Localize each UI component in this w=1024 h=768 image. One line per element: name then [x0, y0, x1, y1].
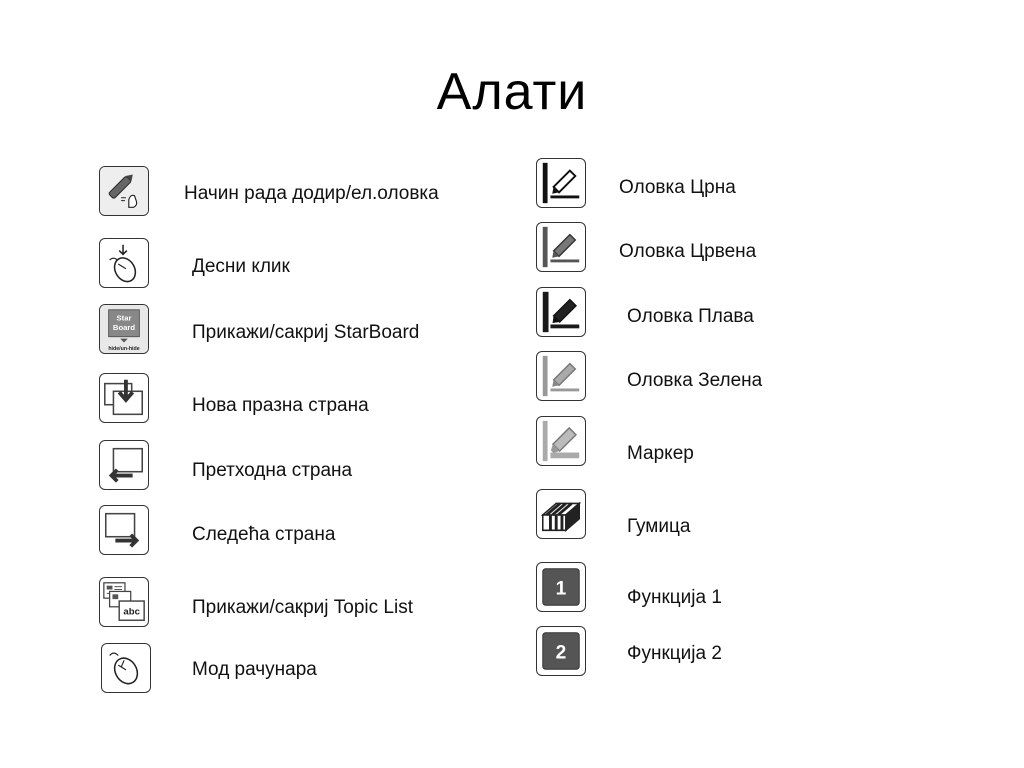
pen-green-icon[interactable] [536, 351, 586, 401]
tool-label-new-page: Нова празна страна [192, 395, 369, 416]
pen-red-icon[interactable] [536, 222, 586, 272]
tool-label-function-2: Функција 2 [627, 643, 722, 664]
tool-label-pen-green: Оловка Зелена [627, 370, 763, 391]
pen-blue-icon[interactable] [536, 287, 586, 337]
tool-label-pen-black: Оловка Црна [619, 177, 736, 198]
tool-label-function-1: Функција 1 [627, 587, 722, 608]
starboard-toggle-icon[interactable] [99, 304, 149, 354]
marker-icon[interactable] [536, 416, 586, 466]
topic-list-icon[interactable] [99, 577, 149, 627]
tool-label-computer-mode: Мод рачунара [192, 659, 317, 680]
tool-label-pen-red: Оловка Црвена [619, 241, 757, 262]
function-2-icon[interactable] [536, 626, 586, 676]
new-page-icon[interactable] [99, 373, 149, 423]
function-2-icon-text: 2 [555, 642, 567, 664]
right-click-icon[interactable] [99, 238, 149, 288]
slide-title: Алати [436, 63, 588, 121]
starboard-icon-text-board: Board [112, 322, 136, 332]
topic-list-icon-text: abc [123, 606, 140, 618]
next-page-icon[interactable] [99, 505, 149, 555]
function-1-icon-text: 1 [555, 578, 567, 600]
function-1-icon[interactable] [536, 562, 586, 612]
tool-label-eraser: Гумица [627, 516, 691, 537]
starboard-icon-text-star: Star [116, 313, 132, 323]
tool-label-right-click: Десни клик [192, 256, 290, 277]
starboard-icon-text-hide: hide/un-hide [108, 346, 140, 353]
tool-label-pen-touch-mode: Начин рада додир/ел.оловка [184, 183, 439, 204]
eraser-icon[interactable] [536, 489, 586, 539]
tool-label-marker: Маркер [627, 443, 694, 464]
tool-label-pen-blue: Оловка Плава [627, 306, 754, 327]
tool-label-previous-page: Претходна страна [192, 460, 353, 481]
tool-label-topic-list: Прикажи/сакриј Topic List [192, 597, 413, 618]
tool-label-starboard-toggle: Прикажи/сакриј StarBoard [192, 322, 420, 343]
previous-page-icon[interactable] [99, 440, 149, 490]
pen-touch-mode-icon[interactable] [99, 166, 149, 216]
pen-black-icon[interactable] [536, 158, 586, 208]
computer-mode-icon[interactable] [101, 643, 151, 693]
tool-label-next-page: Следећа страна [192, 524, 336, 545]
